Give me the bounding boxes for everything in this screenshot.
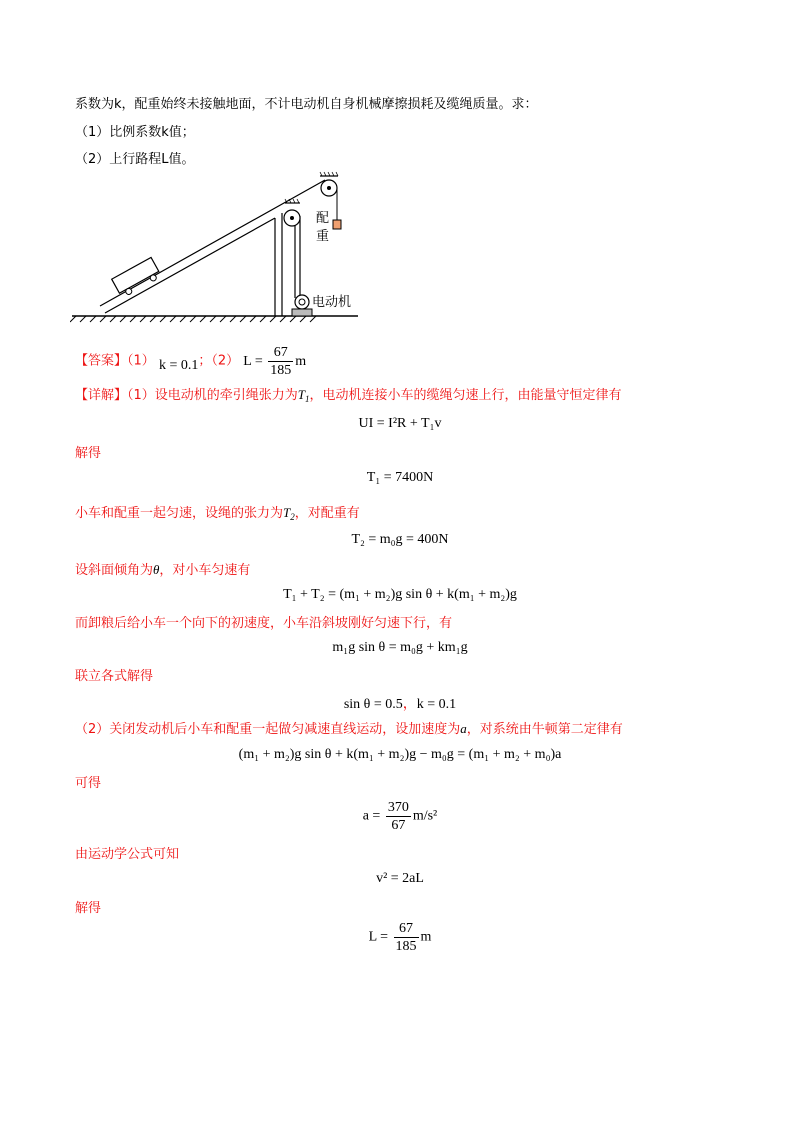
equation-1: UI = I²R + T₁v — [358, 416, 442, 431]
equation-5: m₁g sin θ = m₀g + km₁g — [332, 640, 468, 655]
answer-L-den: 185 — [270, 363, 292, 378]
detail-line-7 — [75, 720, 623, 739]
equation-10-num: 67 — [394, 920, 419, 938]
equation-8-num: 370 — [387, 800, 409, 815]
answer-part-2: （2） — [211, 353, 240, 369]
detail-t4a: 设斜面倾角为 — [75, 563, 154, 578]
motor-label: 电动机 — [312, 294, 352, 309]
detail-line-8: 可得 — [75, 776, 102, 791]
answer-L — [243, 345, 307, 378]
counterweight-label-2: 重 — [316, 228, 330, 243]
detail-t3a: 小车和配重一起匀速，设绳的张力为 — [75, 506, 284, 521]
equation-4: T₁ + T₂ = (m₁ + m₂)g sin θ + k(m₁ + m₂)g — [283, 587, 517, 602]
detail-line-2: 解得 — [75, 446, 102, 461]
answer-part-1: （1） — [127, 353, 155, 369]
equation-3: T₂ = m₀g = 400N — [351, 532, 449, 547]
incline-pulley-figure — [70, 168, 360, 328]
intro-line: 系数为k，配重始终未接触地面，不计电动机自身机械摩擦损耗及缆绳质量。求： — [75, 97, 538, 112]
answer-L-num: 67 — [268, 344, 293, 362]
equation-6a: sin θ = 0.5 — [343, 697, 403, 712]
detail-t7b: ，对系统由牛顿第二定律有 — [466, 722, 623, 737]
equation-9: v² = 2aL — [376, 871, 424, 886]
var-T2: $T_2$ — [283, 505, 295, 522]
answer-label: 【答案】 — [75, 353, 128, 369]
equation-8-lhs: a = — [362, 808, 381, 824]
question-1: （1）比例系数k值； — [75, 125, 195, 140]
answer-L-lhs: L = — [243, 353, 263, 369]
equation-8-den: 67 — [391, 818, 406, 833]
detail-t7a: （2）关闭发动机后小车和配重一起做匀减速直线运动，设加速度为 — [75, 722, 461, 737]
equation-2: T₁ = 7400N — [366, 470, 434, 485]
answer-L-unit: m — [295, 353, 307, 369]
detail-t4b: ，对小车匀速有 — [159, 563, 251, 578]
detail-line-6: 联立各式解得 — [75, 669, 154, 684]
equation-10 — [0, 920, 800, 955]
detail-t3b: ，对配重有 — [294, 506, 360, 521]
detail-line-3 — [75, 504, 360, 526]
var-theta: θ — [153, 562, 160, 577]
detail-s1-rest: ，电动机连接小车的缆绳匀速上行，由能量守恒定律有 — [309, 388, 622, 403]
equation-7: (m₁ + m₂)g sin θ + k(m₁ + m₂)g − m₀g = (m₁ + m₂ + m₀)a — [238, 747, 562, 762]
var-T1: $T_1$ — [297, 387, 310, 404]
question-2: （2）上行路程L值。 — [75, 152, 195, 167]
equation-10-unit: m — [420, 929, 432, 945]
equation-6b: k = 0.1 — [416, 697, 457, 712]
var-a: a — [460, 721, 467, 736]
detail-s1: （1）设电动机的牵引绳张力为 — [127, 388, 298, 403]
answer-k: k = 0.1 — [158, 357, 199, 373]
detail-line-10: 解得 — [75, 901, 102, 916]
detail-line-9: 由运动学公式可知 — [75, 847, 180, 862]
equation-8 — [0, 799, 800, 834]
detail-line-5: 而卸粮后给小车一个向下的初速度，小车沿斜坡刚好匀速下行，有 — [75, 616, 453, 631]
answer-sep: ； — [198, 353, 212, 369]
answer-line — [75, 344, 306, 379]
equation-10-den: 185 — [395, 939, 417, 954]
equation-10-lhs: L = — [368, 929, 389, 945]
detail-label: 【详解】 — [75, 388, 128, 403]
detail-line-1 — [75, 386, 622, 408]
counterweight-label-1: 配 — [316, 210, 330, 225]
equation-8-unit: m/s² — [412, 808, 438, 824]
detail-line-4 — [75, 561, 250, 580]
equation-6 — [0, 693, 800, 713]
equation-6-sep: ， — [402, 697, 417, 712]
